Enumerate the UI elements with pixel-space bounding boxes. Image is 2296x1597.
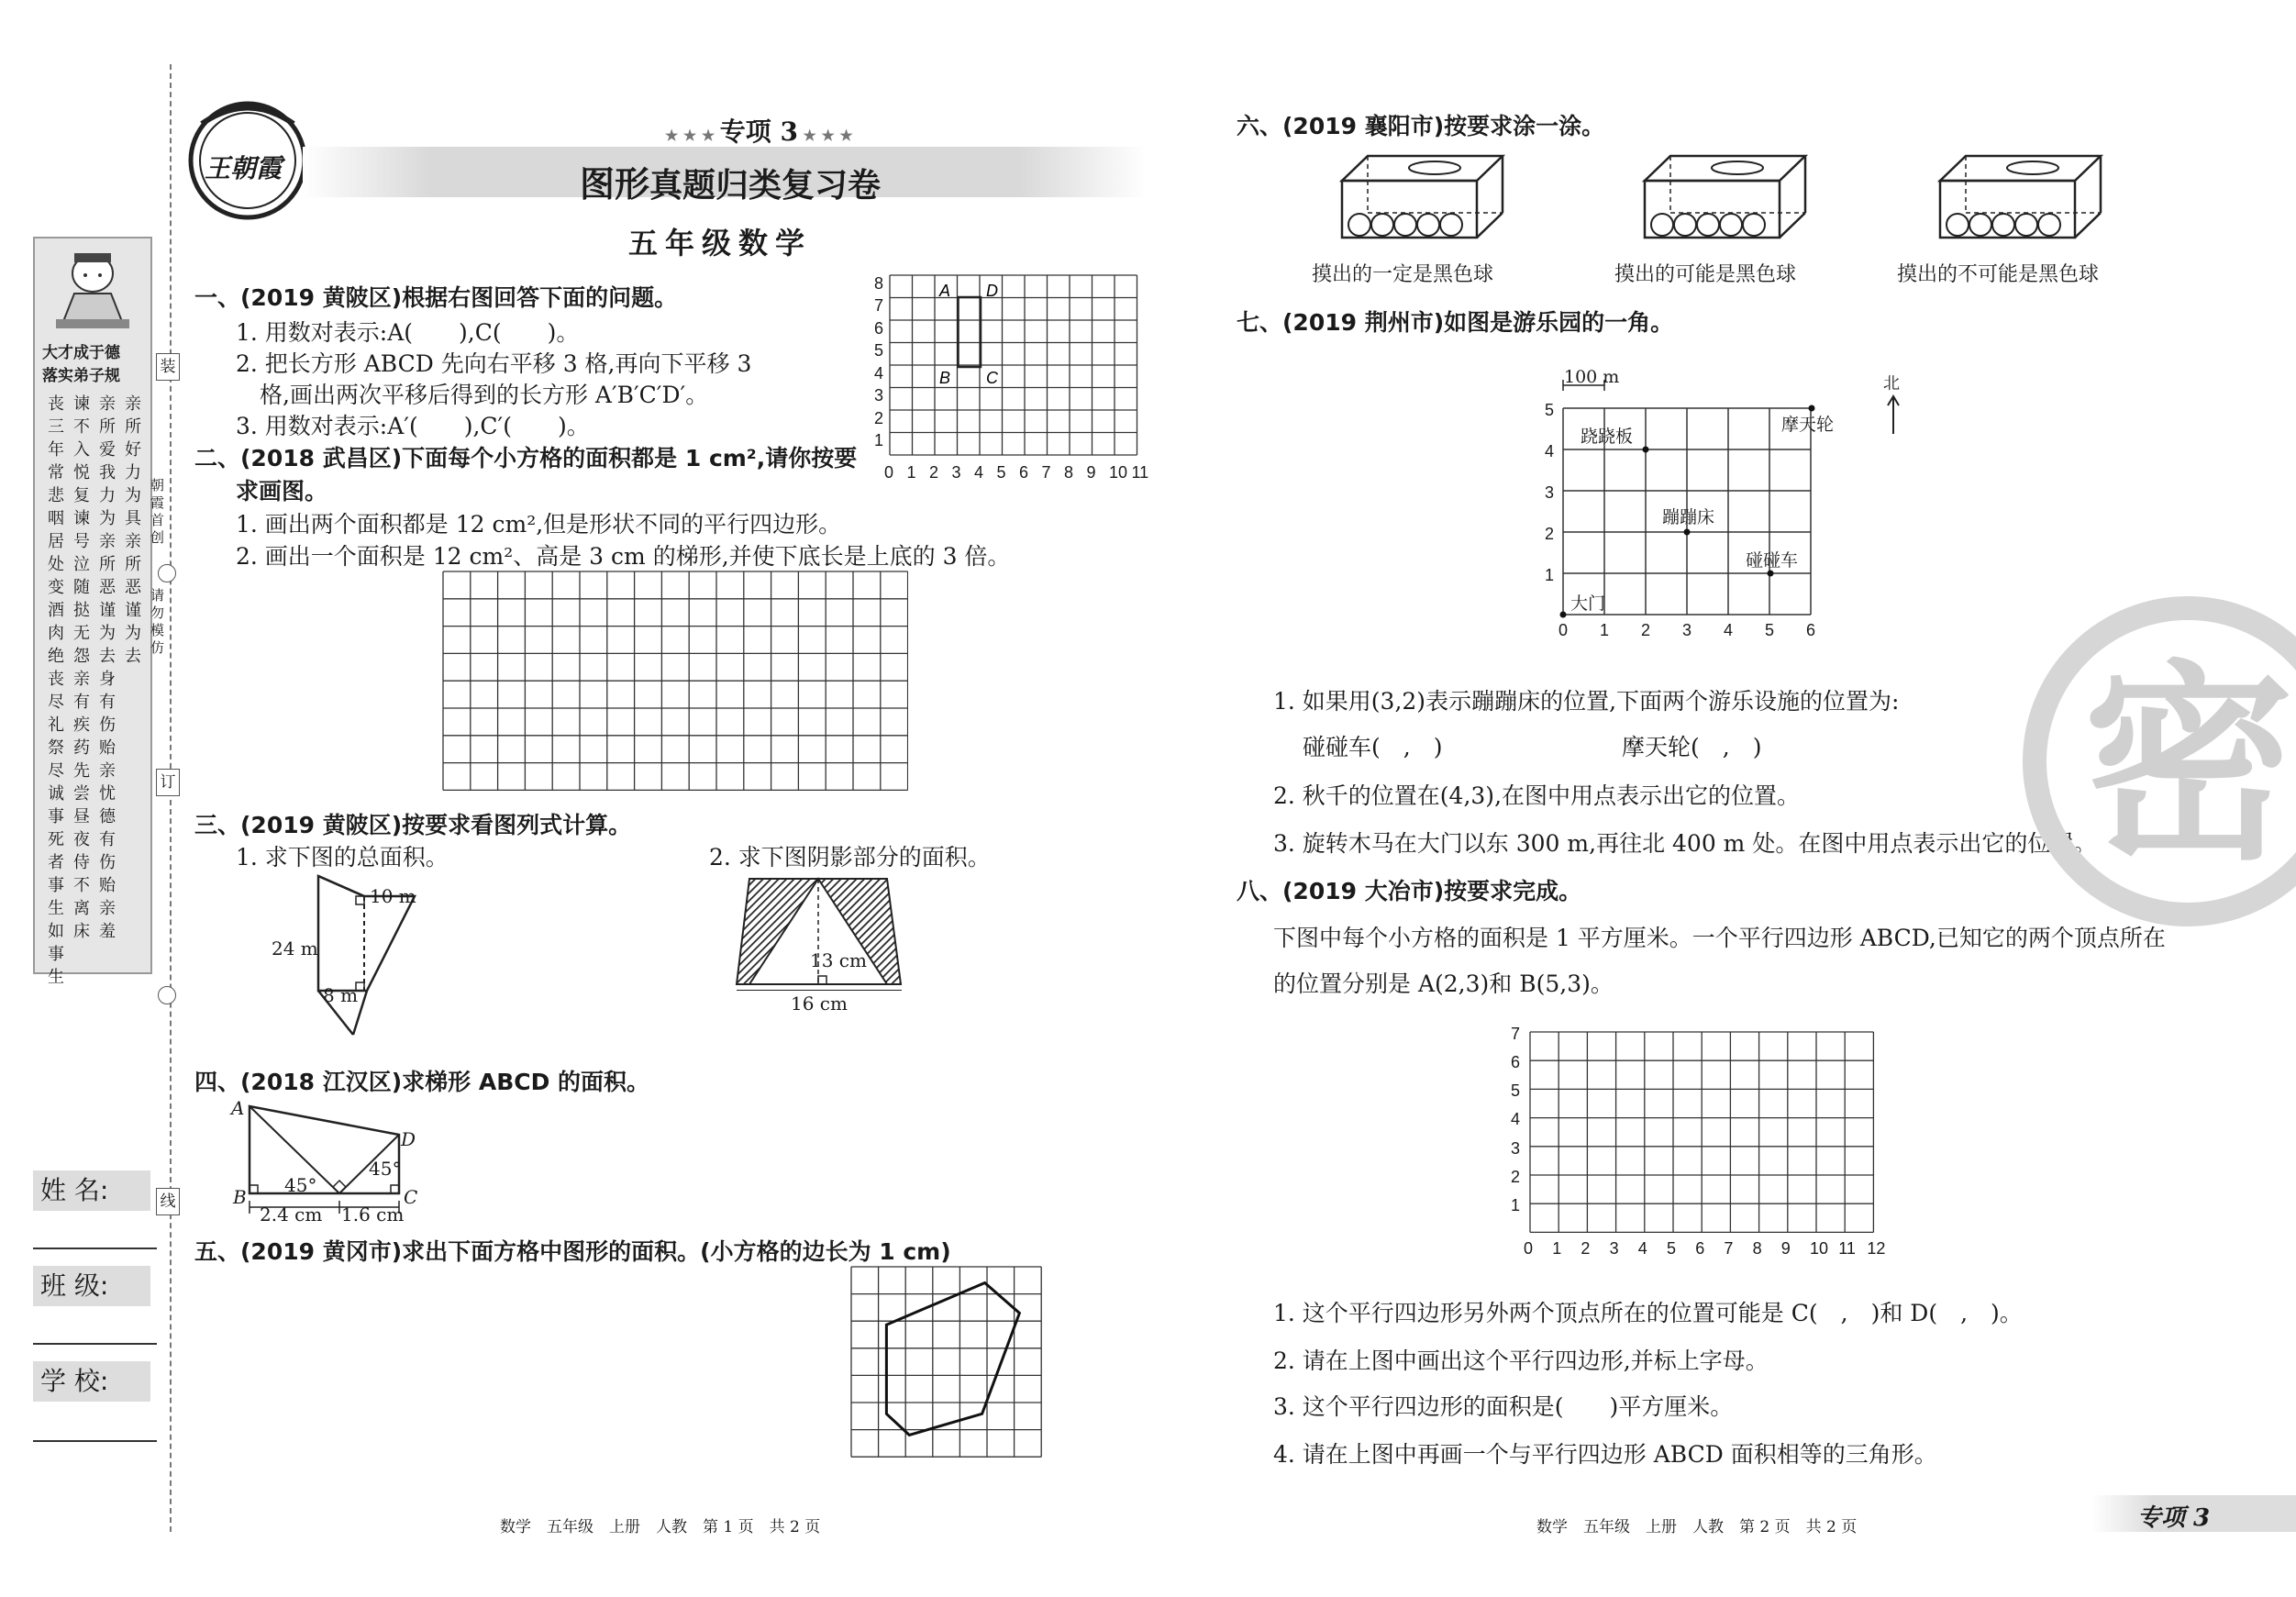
q1-x-tick: 0: [884, 463, 894, 482]
page-title: [580, 156, 881, 206]
q1-x-tick: 5: [996, 463, 1006, 482]
q8-x-tick: 0: [1524, 1239, 1534, 1258]
school-field-label: 学 校:: [33, 1361, 150, 1402]
q6-box-2: [1642, 151, 1812, 243]
footer-badge: 专项 3: [2137, 1504, 2211, 1532]
q6-caption-1: 摸出的一定是黑色球: [1312, 263, 1494, 286]
q1-x-tick: 1: [906, 463, 916, 482]
q8-y-tick: 3: [1511, 1138, 1521, 1158]
q3-shaded-figure: [734, 876, 904, 1000]
q7-x-tick: 2: [1641, 621, 1651, 639]
q1-y-tick: 2: [874, 408, 884, 427]
school-field[interactable]: [33, 1440, 157, 1442]
q8-x-tick: 8: [1752, 1239, 1762, 1258]
q6-caption-3: 摸出的不可能是黑色球: [1897, 263, 2100, 286]
q2-heading: 二、(2018 武昌区)下面每个小方格的面积都是 1 cm²,请你按要: [194, 445, 858, 471]
footer-left: 数学 五年级 上册 人教 第 1 页 共 2 页: [500, 1518, 821, 1536]
q8-x-tick: 1: [1552, 1239, 1562, 1258]
place-trampoline: 蹦蹦床: [1662, 507, 1715, 527]
q7-y-tick: 4: [1545, 442, 1555, 460]
place-ferris-wheel: 摩天轮: [1781, 415, 1835, 435]
q2-drawing-grid[interactable]: [440, 569, 908, 803]
star-icon: ★ ★ ★: [797, 127, 853, 144]
q8-y-tick: 4: [1511, 1110, 1521, 1129]
q1-grid: [890, 275, 1137, 455]
verse-column-1: 丧三年常悲咽居处变酒肉绝丧尽礼祭尽诚事死者事生如事生: [48, 394, 64, 987]
q8-x-tick: 3: [1609, 1239, 1619, 1258]
q8-x-tick: 6: [1695, 1239, 1705, 1258]
q2-grid: [443, 571, 908, 790]
q8-x-tick: 9: [1780, 1239, 1791, 1258]
q8-y-tick: 2: [1511, 1167, 1521, 1186]
q1-y-tick: 5: [874, 341, 884, 360]
class-field-label: 班 级:: [33, 1266, 150, 1306]
q1-y-tick: 6: [874, 318, 884, 338]
q8-y-tick: 5: [1511, 1081, 1521, 1101]
q7-heading: 七、(2019 荆州市)如图是游乐园的一角。: [1237, 309, 1674, 336]
q4-trapezoid-figure: [225, 1096, 436, 1229]
q1-x-tick: 4: [974, 463, 984, 482]
q8-x-tick: 4: [1637, 1239, 1647, 1258]
q4-point-c: C: [404, 1186, 418, 1208]
q5-grid: [851, 1267, 1041, 1457]
north-arrow-icon: [1884, 394, 1902, 436]
q8-x-tick: 2: [1581, 1239, 1591, 1258]
q8-x-tick: 10: [1810, 1239, 1829, 1258]
motto-line-1: 大才成于德: [42, 344, 120, 362]
q1-x-tick: 9: [1086, 463, 1096, 482]
binding-mark-2: 订: [156, 769, 180, 796]
point-d-label: D: [986, 282, 998, 300]
q7-x-tick: 6: [1806, 621, 1816, 639]
q8-item-2: 2. 请在上图中画出这个平行四边形,并标上字母。: [1273, 1347, 1769, 1374]
q3-item-1: 1. 求下图的总面积。: [236, 844, 449, 871]
q3-heading: 三、(2019 黄陂区)按要求看图列式计算。: [194, 812, 632, 838]
point-c-label: C: [986, 369, 998, 387]
binding-dashed-line: [170, 64, 172, 1532]
q8-item-4: 4. 请在上图中再画一个与平行四边形 ABCD 面积相等的三角形。: [1273, 1441, 1937, 1468]
q2-item-1: 1. 画出两个面积都是 12 cm²,但是形状不同的平行四边形。: [236, 511, 842, 538]
q6-box-1: [1339, 151, 1509, 243]
q8-y-tick: 7: [1511, 1024, 1521, 1043]
north-label: 北: [1883, 374, 1900, 394]
binding-circle-icon: [158, 564, 176, 582]
q8-y-tick: 6: [1511, 1053, 1521, 1071]
footer-right: 数学 五年级 上册 人教 第 2 页 共 2 页: [1536, 1518, 1858, 1536]
point-a-label: A: [939, 282, 951, 300]
q1-x-tick: 8: [1064, 463, 1074, 482]
q1-x-tick: 10: [1109, 463, 1128, 482]
name-field-label: 姓 名:: [33, 1170, 150, 1211]
q5-polygon: [886, 1283, 1019, 1436]
q4-point-b: B: [233, 1186, 247, 1208]
q8-x-tick: 12: [1867, 1239, 1886, 1258]
binding-vertical-text-2: 请勿模仿: [150, 587, 165, 656]
q8-x-tick: 5: [1667, 1239, 1677, 1258]
q4-angle-right: 45°: [369, 1158, 402, 1180]
subtitle: 五年级数学: [628, 226, 813, 261]
fig1-top-length: 10 m: [370, 885, 416, 907]
q8-grid: [1530, 1032, 1873, 1232]
q1-item-2: 2. 把长方形 ABCD 先向右平移 3 格,再向下平移 3: [236, 350, 752, 377]
point-b-label: B: [939, 369, 951, 387]
fig1-bottom-length: 8 m: [323, 984, 359, 1006]
q6-caption-2: 摸出的可能是黑色球: [1614, 263, 1797, 286]
q7-y-tick: 5: [1545, 401, 1555, 419]
fig1-left-length: 24 m: [272, 937, 318, 959]
q6-box-3: [1937, 151, 2107, 243]
class-field[interactable]: [33, 1343, 157, 1345]
place-bumper-cars: 碰碰车: [1746, 550, 1799, 571]
binding-circle-icon: [158, 986, 176, 1004]
q8-heading: 八、(2019 大冶市)按要求完成。: [1237, 878, 1582, 904]
q7-item-1: 1. 如果用(3,2)表示蹦蹦床的位置,下面两个游乐设施的位置为:: [1273, 688, 1900, 715]
q8-item-3: 3. 这个平行四边形的面积是( )平方厘米。: [1273, 1393, 1734, 1420]
q6-heading: 六、(2019 襄阳市)按要求涂一涂。: [1237, 113, 1605, 139]
q2-heading-2: 求画图。: [236, 478, 328, 505]
rectangle-abcd: [959, 297, 982, 367]
q7-x-tick: 3: [1682, 621, 1692, 639]
q1-grid-figure: [862, 266, 1165, 491]
q7-x-tick: 1: [1600, 621, 1610, 639]
q8-drawing-grid[interactable]: [1523, 1027, 1876, 1238]
q7-scale-label: 100 m: [1564, 367, 1620, 387]
watermark-seal: [2023, 596, 2296, 926]
q4-length-right: 1.6 cm: [341, 1203, 405, 1225]
q1-item-2b: 格,画出两次平移后得到的长方形 A′B′C′D′。: [260, 382, 709, 408]
q1-item-3: 3. 用数对表示:A′( ),C′( )。: [236, 413, 590, 439]
q1-item-1: 1. 用数对表示:A( ),C( )。: [236, 319, 580, 346]
scholar-figure: [51, 246, 134, 333]
motto-line-2: 落实弟子规: [42, 367, 120, 385]
q4-length-left: 2.4 cm: [260, 1203, 323, 1225]
q2-item-2: 2. 画出一个面积是 12 cm²、高是 3 cm 的梯形,并使下底长是上底的 3 倍。: [236, 543, 1011, 570]
q7-y-tick: 1: [1545, 566, 1555, 584]
verse-column-4: 亲所好力为具亲所恶谨为去: [125, 394, 141, 666]
star-icon: ★ ★ ★: [665, 127, 720, 144]
title-rest: 真题归类复习卷: [649, 167, 882, 205]
q5-heading: 五、(2019 黄冈市)求出下面方格中图形的面积。(小方格的边长为 1 cm): [194, 1238, 951, 1265]
q7-x-tick: 4: [1724, 621, 1734, 639]
q7-answer-bumper: 碰碰车( , ): [1303, 734, 1443, 760]
title-bold: 图形: [580, 164, 650, 205]
motto-panel: [33, 237, 152, 987]
q1-y-tick: 1: [874, 431, 884, 449]
q8-x-tick: 11: [1838, 1239, 1856, 1258]
q7-x-tick: 5: [1765, 621, 1775, 639]
series-label-text: 专项 3: [719, 116, 798, 147]
place-seesaw: 跷跷板: [1581, 427, 1634, 447]
q4-angle-left: 45°: [284, 1174, 317, 1196]
q1-y-tick: 8: [874, 273, 884, 293]
fig2-height: 13 cm: [810, 949, 867, 971]
q1-y-tick: 7: [874, 296, 884, 315]
q4-point-d: D: [401, 1128, 416, 1150]
q7-y-tick: 3: [1545, 483, 1555, 502]
fig2-base: 16 cm: [791, 993, 848, 1015]
q8-item-1: 1. 这个平行四边形另外两个顶点所在的位置可能是 C( , )和 D( , )。: [1273, 1300, 2023, 1326]
q7-y-tick: 2: [1545, 525, 1555, 543]
q4-heading: 四、(2018 江汉区)求梯形 ABCD 的面积。: [194, 1069, 650, 1095]
q8-x-tick: 7: [1724, 1239, 1734, 1258]
q8-description-1: 下图中每个小方格的面积是 1 平方厘米。一个平行四边形 ABCD,已知它的两个顶点所在: [1273, 925, 2166, 951]
q1-x-tick: 3: [951, 463, 961, 482]
q1-y-tick: 3: [874, 386, 884, 405]
q5-grid-figure: [849, 1264, 1043, 1458]
logo-text: 王朝霞: [205, 153, 283, 183]
binding-mark-1: 装: [156, 353, 180, 381]
q4-point-a: A: [231, 1097, 245, 1119]
series-label: [665, 112, 853, 149]
name-field[interactable]: [33, 1248, 157, 1249]
q1-x-tick: 11: [1131, 463, 1149, 482]
q7-x-tick: 0: [1558, 621, 1569, 639]
q1-y-tick: 4: [874, 363, 884, 383]
q1-heading: 一、(2019 黄陂区)根据右图回答下面的问题。: [194, 284, 678, 311]
q1-x-tick: 7: [1041, 463, 1051, 482]
q7-item-3: 3. 旋转木马在大门以东 300 m,再往北 400 m 处。在图中用点表示出它的位置。: [1273, 830, 2097, 857]
q1-x-tick: 6: [1019, 463, 1029, 482]
watermark-char: 密: [2083, 644, 2295, 889]
q8-y-tick: 1: [1511, 1196, 1521, 1214]
q1-x-tick: 2: [929, 463, 939, 482]
verse-column-2: 谏不入悦复谏号泣随挞无怨亲有疾药先尝昼夜侍不离床: [73, 394, 90, 941]
fig2-base-arrow: [737, 990, 902, 991]
verse-column-3: 亲所爱我力为亲所恶谨为去身有伤贻亲忧德有伤贻亲羞: [99, 394, 116, 941]
q3-item-2: 2. 求下图阴影部分的面积。: [709, 844, 991, 871]
q7-answer-ferris: 摩天轮( , ): [1622, 734, 1762, 760]
binding-mark-3: 线: [156, 1188, 180, 1215]
q7-item-2: 2. 秋千的位置在(4,3),在图中用点表示出它的位置。: [1273, 782, 1801, 809]
place-gate: 大门: [1570, 593, 1606, 614]
q8-description-2: 的位置分别是 A(2,3)和 B(5,3)。: [1273, 970, 1614, 997]
binding-vertical-text-1: 朝霞首创: [150, 477, 165, 546]
